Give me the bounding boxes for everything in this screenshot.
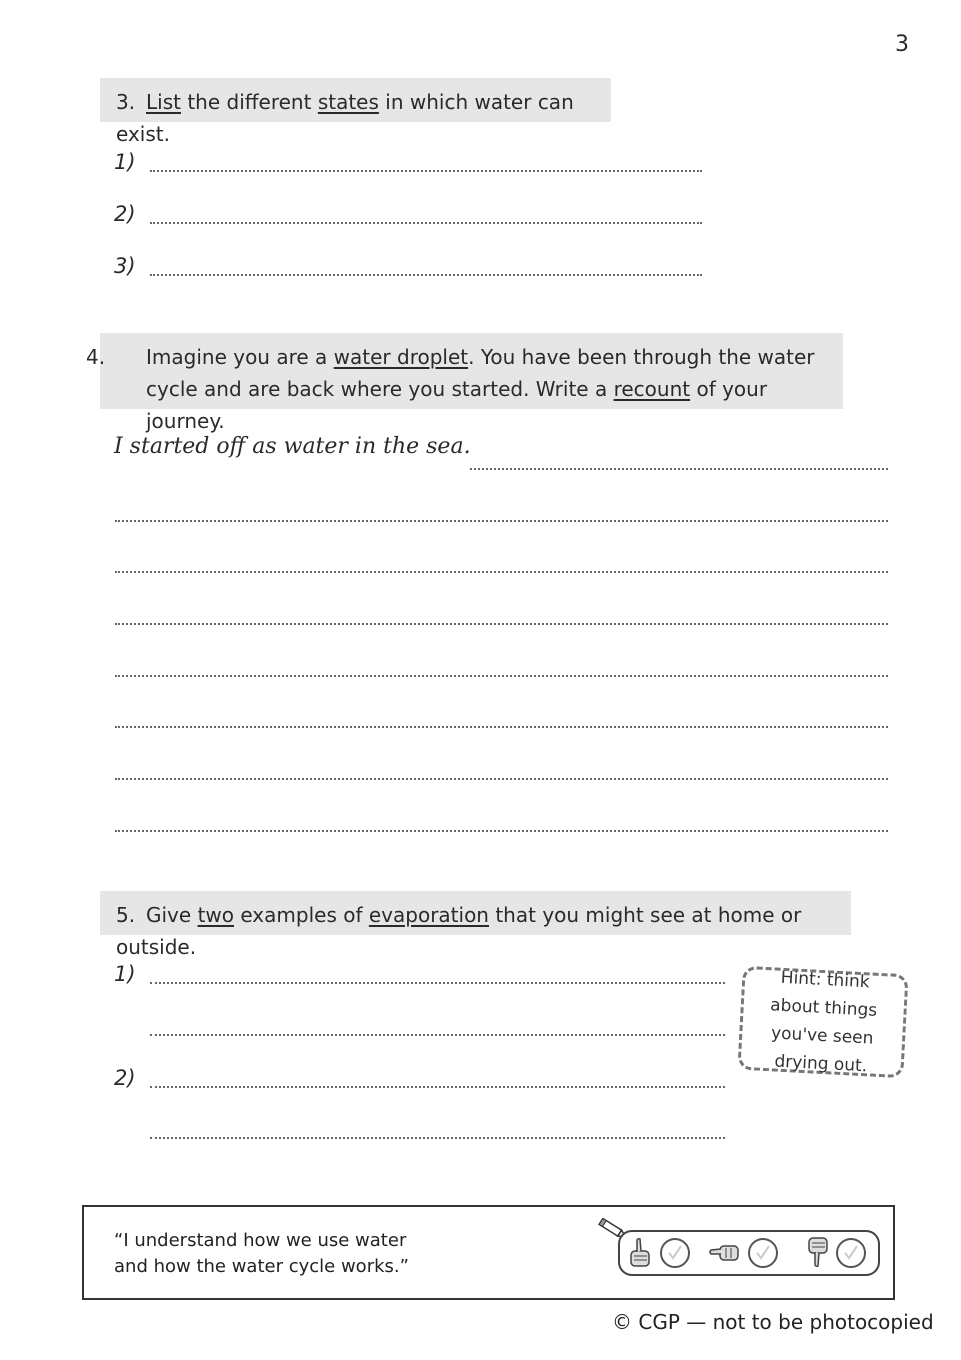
thumbs-sideways-icon — [708, 1240, 744, 1270]
question-3-text — [116, 90, 574, 146]
question-4-box — [86, 333, 843, 433]
q4-answer-line-8[interactable] — [115, 830, 888, 832]
question-5-number: 5. — [116, 903, 136, 927]
question-4-number: 4. — [86, 345, 106, 369]
prompt-text: . You have been through the water cycle and are back where you started. Write a — [146, 345, 815, 401]
prompt-text: Imagine you are a — [146, 345, 334, 369]
copyright-notice: © CGP — not to be photocopied — [612, 1310, 934, 1334]
q4-answer-line-1[interactable] — [470, 468, 888, 470]
keyword-underlined: two — [197, 903, 234, 927]
keyword-underlined: states — [317, 90, 379, 114]
q3-answer-label-2: 2) — [114, 202, 136, 226]
q3-answer-line-2[interactable] — [150, 222, 702, 224]
prompt-text: examples of — [234, 903, 369, 927]
q4-answer-line-2[interactable] — [115, 520, 888, 522]
q3-answer-line-3[interactable] — [150, 274, 702, 276]
question-3-number: 3. — [116, 90, 136, 114]
prompt-text: the different — [180, 90, 318, 114]
question-3-box — [100, 78, 611, 146]
q4-answer-line-4[interactable] — [115, 623, 888, 625]
rating-bar — [618, 1230, 880, 1276]
q5-answer-line-2b[interactable] — [150, 1137, 725, 1139]
rating-check-2[interactable] — [748, 1238, 778, 1268]
hint-text: Hint: think about things you've seen drying out. — [769, 967, 878, 1077]
q4-answer-line-3[interactable] — [115, 571, 888, 573]
prompt-text: that you might see at home or outside. — [116, 903, 802, 959]
q3-answer-label-1: 1) — [114, 150, 136, 174]
keyword-underlined: recount — [613, 377, 691, 401]
q5-answer-line-1[interactable] — [150, 982, 725, 984]
q4-answer-line-7[interactable] — [115, 778, 888, 780]
q4-answer-line-6[interactable] — [115, 726, 888, 728]
recount-starter-text: I started off as water in the sea. — [114, 434, 471, 459]
q3-answer-label-3: 3) — [114, 254, 136, 278]
quote-line-1: “I understand how we use water — [114, 1230, 407, 1251]
prompt-text: of your journey. — [146, 377, 768, 433]
thumbs-up-icon — [628, 1236, 654, 1274]
thumbs-down-icon — [806, 1235, 832, 1275]
prompt-text: Give — [146, 903, 198, 927]
page-number: 3 — [895, 32, 909, 57]
q4-answer-line-5[interactable] — [115, 675, 888, 677]
q3-answer-line-1[interactable] — [150, 170, 702, 172]
q5-answer-label-1: 1) — [114, 962, 136, 986]
prompt-text: in which water can exist. — [116, 90, 574, 146]
self-assessment-quote — [114, 1228, 409, 1280]
keyword-underlined: List — [146, 90, 181, 114]
question-4-text — [146, 345, 815, 433]
q5-answer-label-2: 2) — [114, 1066, 136, 1090]
rating-check-1[interactable] — [660, 1238, 690, 1268]
keyword-underlined: evaporation — [368, 903, 489, 927]
question-5-text — [116, 903, 801, 959]
keyword-underlined: water droplet — [333, 345, 469, 369]
question-5-box — [100, 891, 851, 959]
rating-check-3[interactable] — [836, 1238, 866, 1268]
q5-answer-line-1b[interactable] — [150, 1034, 725, 1036]
quote-line-2: and how the water cycle works.” — [114, 1256, 409, 1277]
hint-box — [737, 966, 908, 1079]
q5-answer-line-2[interactable] — [150, 1086, 725, 1088]
